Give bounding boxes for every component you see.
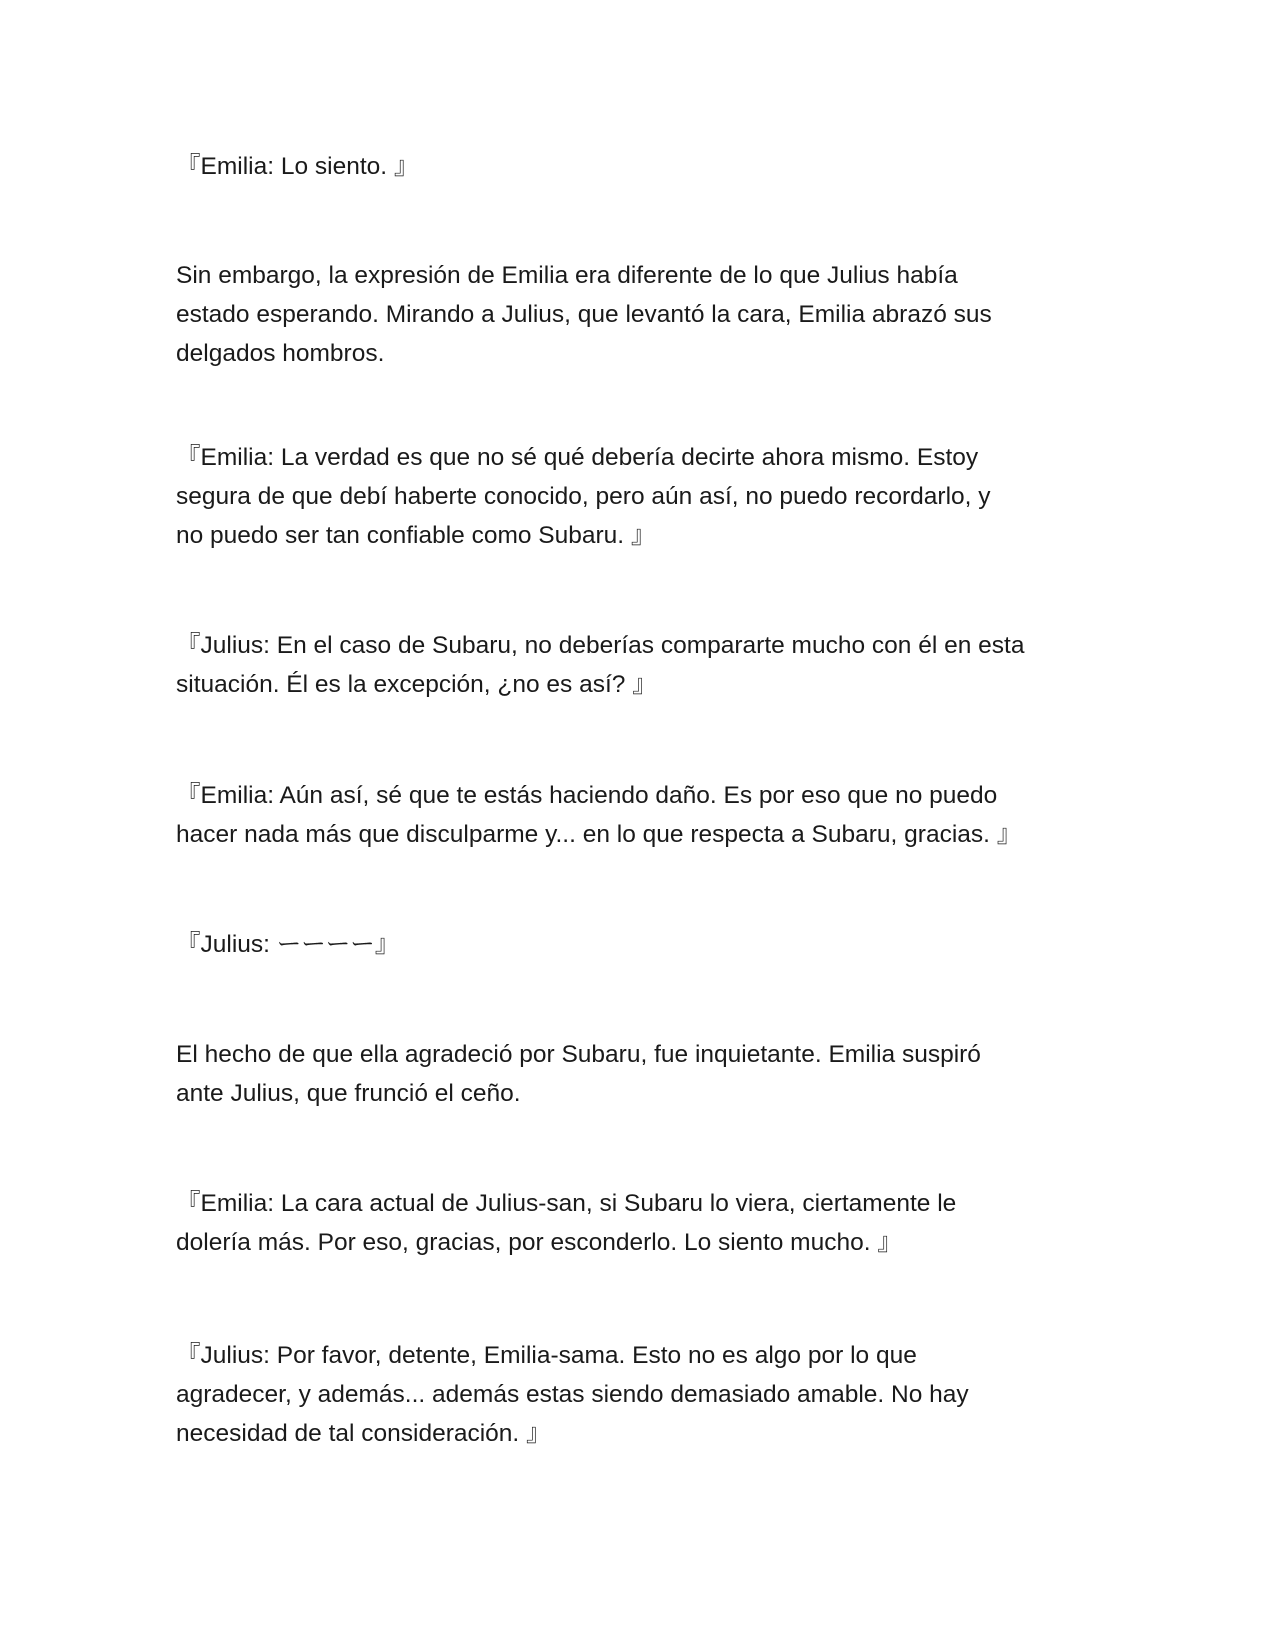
text-line: segura de que debí haberte conocido, pero aún así, no puedo recordarlo, y xyxy=(176,483,991,510)
paragraph-3 xyxy=(176,438,1096,555)
text-line: dolería más. Por eso, gracias, por esconderlo. Lo siento mucho. 』 xyxy=(176,1229,902,1256)
text-line: situación. Él es la excepción, ¿no es así? 』 xyxy=(176,671,657,698)
text-line: 『Emilia: La cara actual de Julius-san, si Subaru lo viera, ciertamente le xyxy=(176,1190,957,1217)
text-line: no puedo ser tan confiable como Subaru. 』 xyxy=(176,522,656,549)
text-line: 『Emilia: Lo siento. 』 xyxy=(176,153,419,180)
paragraph-9 xyxy=(176,1336,1096,1453)
text-line: 『Julius: ーーーー』 xyxy=(176,931,400,958)
paragraph-2 xyxy=(176,256,1096,373)
text-line: delgados hombros. xyxy=(176,340,385,367)
paragraph-1 xyxy=(176,147,1096,186)
text-line: ante Julius, que frunció el ceño. xyxy=(176,1080,521,1107)
text-line: Sin embargo, la expresión de Emilia era diferente de lo que Julius había xyxy=(176,262,958,289)
text-line: necesidad de tal consideración. 』 xyxy=(176,1420,551,1447)
text-line: 『Julius: Por favor, detente, Emilia-sama. Esto no es algo por lo que xyxy=(176,1342,917,1369)
paragraph-6 xyxy=(176,925,1096,964)
paragraph-8 xyxy=(176,1184,1096,1262)
text-line: agradecer, y además... además estas siendo demasiado amable. No hay xyxy=(176,1381,969,1408)
text-line: 『Emilia: La verdad es que no sé qué debería decirte ahora mismo. Estoy xyxy=(176,444,979,471)
text-line: estado esperando. Mirando a Julius, que levantó la cara, Emilia abrazó sus xyxy=(176,301,992,328)
text-line: El hecho de que ella agradeció por Subaru, fue inquietante. Emilia suspiró xyxy=(176,1041,981,1068)
paragraph-7 xyxy=(176,1035,1096,1113)
paragraph-5 xyxy=(176,776,1096,854)
text-line: hacer nada más que disculparme y... en lo que respecta a Subaru, gracias. 』 xyxy=(176,821,1022,848)
text-line: 『Julius: En el caso de Subaru, no deberías compararte mucho con él en esta xyxy=(176,632,1025,659)
paragraph-4 xyxy=(176,626,1096,704)
text-line: 『Emilia: Aún así, sé que te estás haciendo daño. Es por eso que no puedo xyxy=(176,782,998,809)
